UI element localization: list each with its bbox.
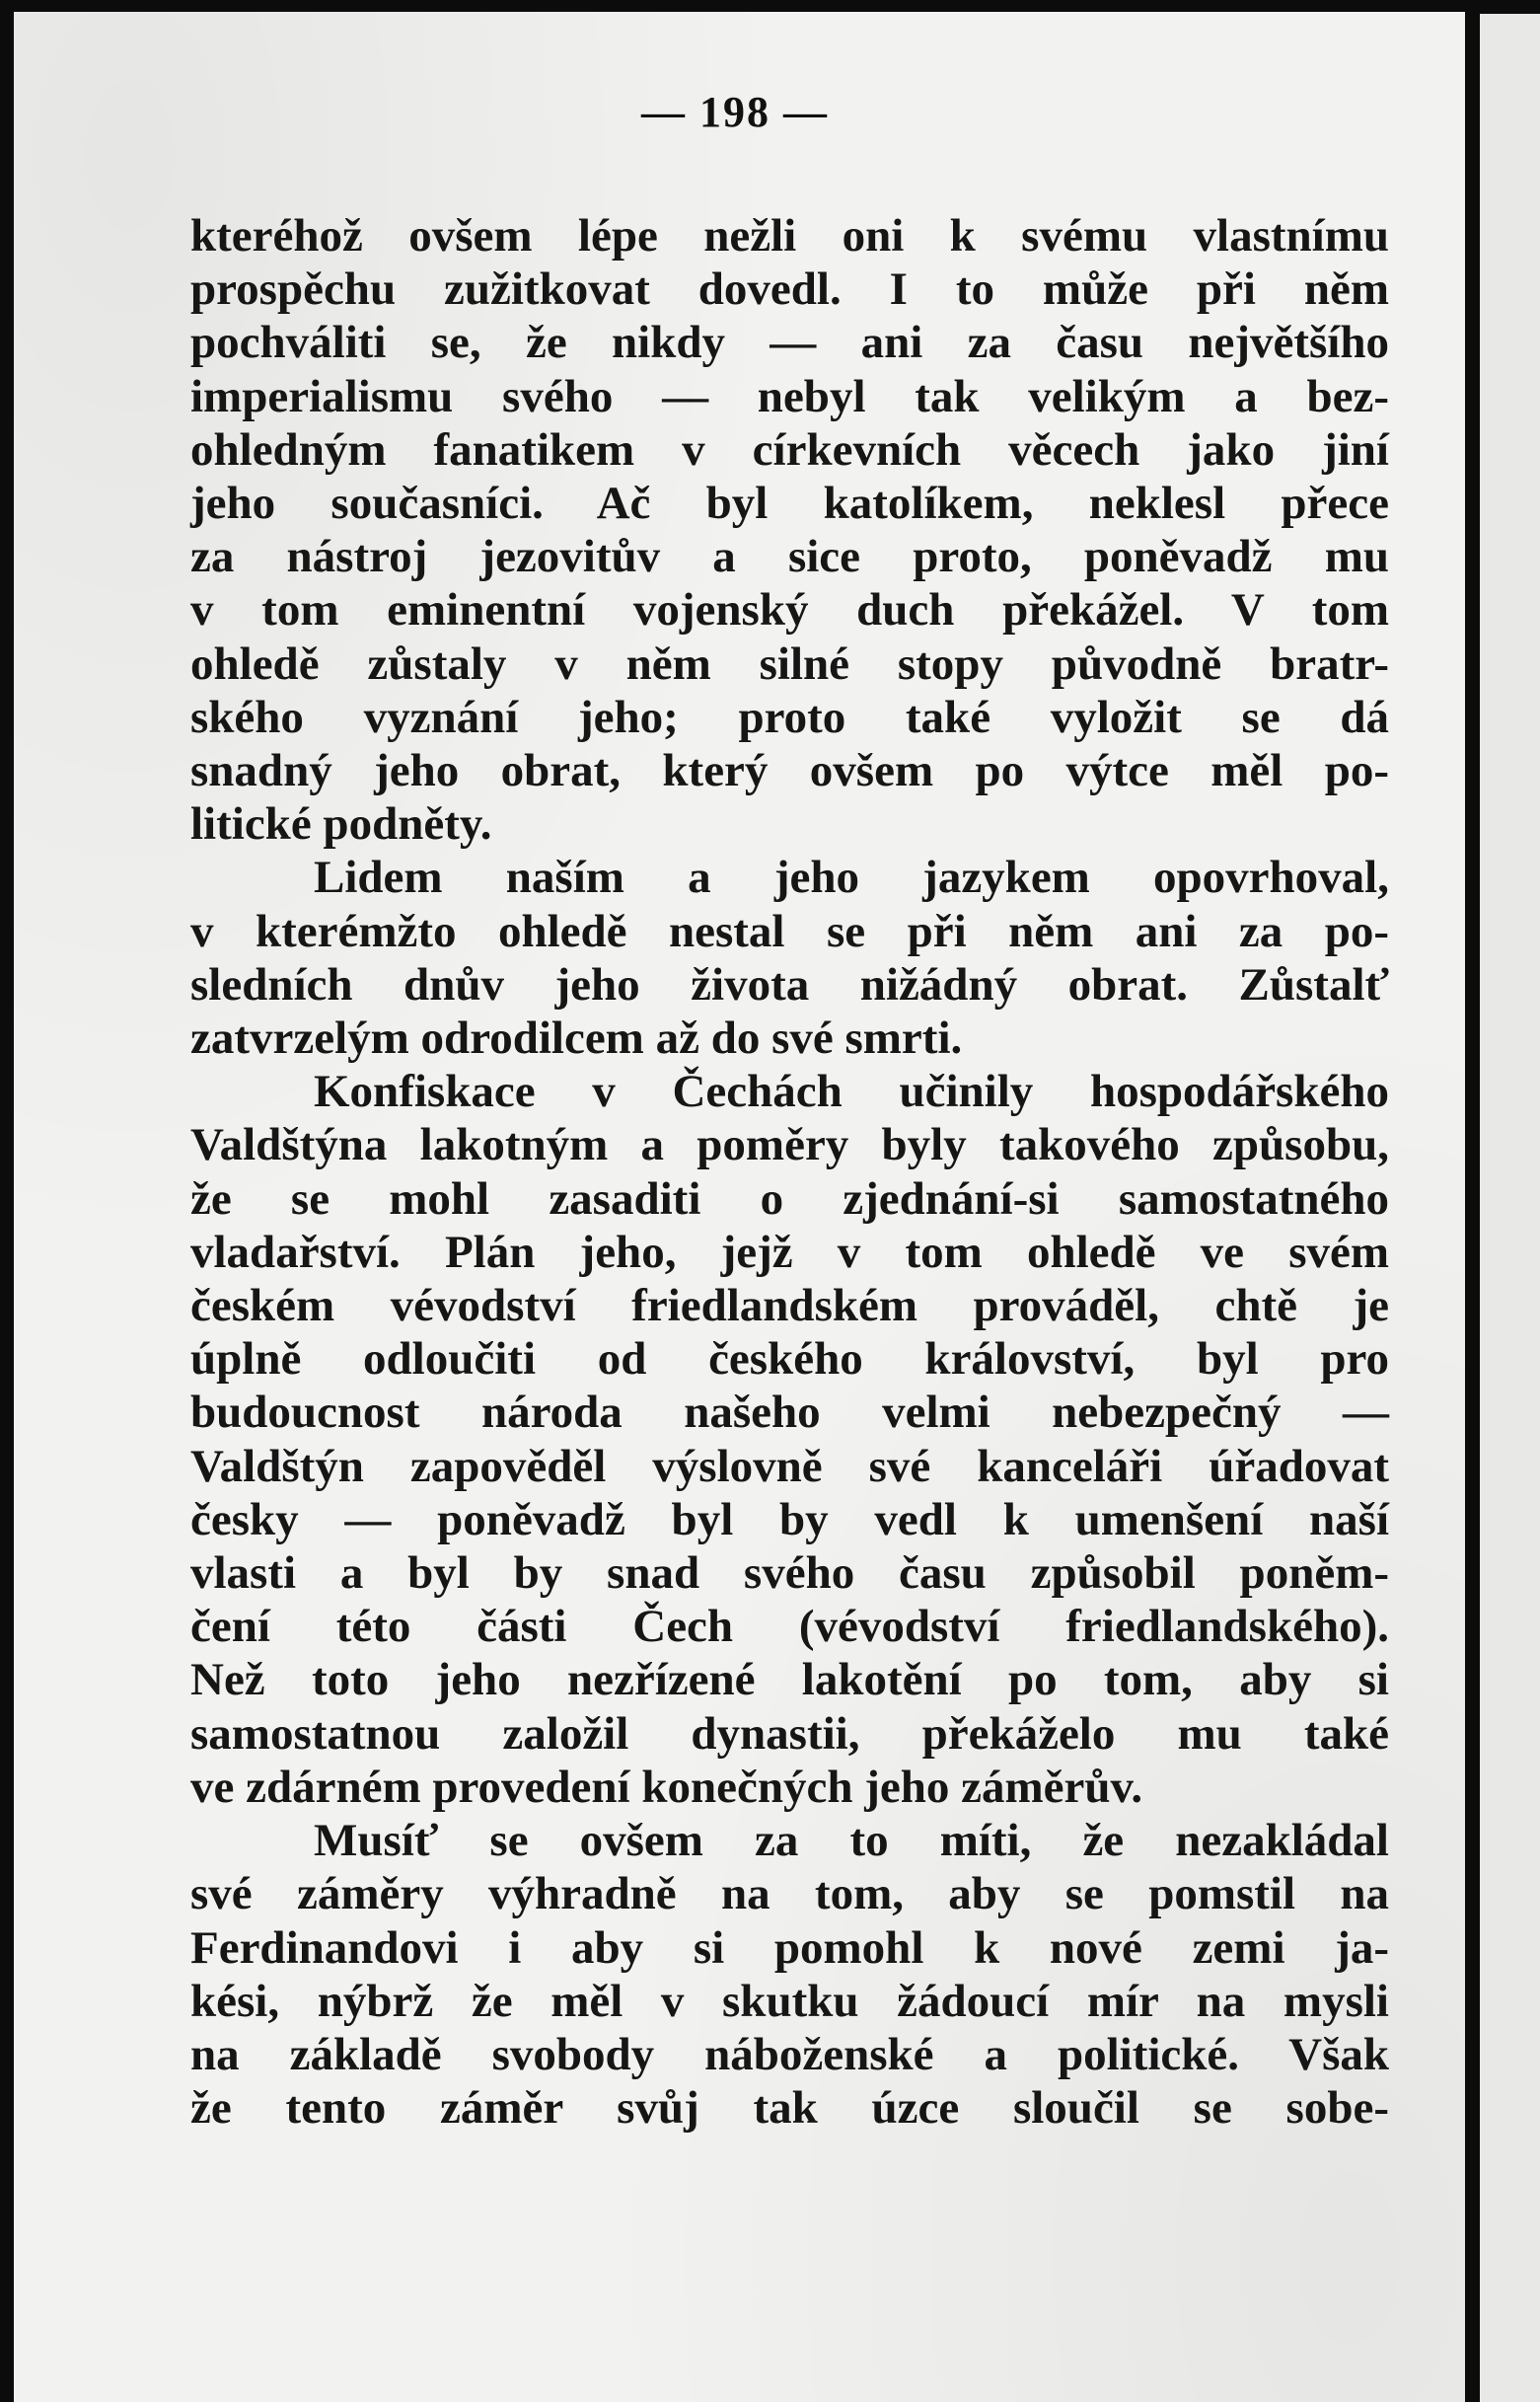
text-line: čení této části Čech (vévodství friedlandského). xyxy=(190,1601,1389,1653)
text-line: úplně odloučiti od českého království, byl pro xyxy=(190,1333,1389,1386)
text-line: samostatnou založil dynastii, překáželo mu také xyxy=(190,1707,1389,1760)
paragraph-start-line: Konfiskace v Čechách učinily hospodářského xyxy=(314,1066,1389,1118)
text-line: česky — poněvadž byl by vedl k umenšení naší xyxy=(190,1493,1389,1545)
text-line: ohledě zůstaly v něm silné stopy původně bratr- xyxy=(190,638,1389,690)
text-line: vladařství. Plán jeho, jejž v tom ohledě ve svém xyxy=(190,1226,1389,1278)
text-line: sledních dnův jeho života nižádný obrat. Zůstalť xyxy=(190,958,1389,1011)
body-text xyxy=(190,209,1389,2135)
text-line: Valdštýna lakotným a poměry byly takového způsobu, xyxy=(190,1119,1389,1171)
text-line: ského vyznání jeho; proto také vyložit se dá xyxy=(190,691,1389,743)
paragraph-start-line: Musíť se ovšem za to míti, že nezakládal xyxy=(314,1815,1389,1867)
text-line: že tento záměr svůj tak úzce sloučil se sobe- xyxy=(190,2082,1389,2135)
text-line: budoucnost národa našeho velmi nebezpečný — xyxy=(190,1387,1389,1439)
text-line: na základě svobody náboženské a politické. Však xyxy=(190,2028,1389,2080)
page-number: — 198 — xyxy=(641,88,829,136)
text-line: v kterémžto ohledě nestal se při něm ani za po- xyxy=(190,905,1389,957)
text-line: ohledným fanatikem v církevních věcech jako jiní xyxy=(190,423,1389,476)
paragraph-end-line: zatvrzelým odrodilcem až do své smrti. xyxy=(190,1013,963,1065)
text-line: českém vévodství friedlandském prováděl, chtě je xyxy=(190,1280,1389,1332)
text-line: kteréhož ovšem lépe nežli oni k svému vlastnímu xyxy=(190,210,1389,262)
text-line: za nástroj jezovitův a sice proto, poněvadž mu xyxy=(190,531,1389,583)
text-line: imperialismu svého — nebyl tak velikým a bez- xyxy=(190,370,1389,422)
text-line: prospěchu zužitkovat dovedl. I to může při něm xyxy=(190,263,1389,316)
paragraph-end-line: ve zdárném provedení konečných jeho záměrův. xyxy=(190,1761,1143,1813)
text-line: že se mohl zasaditi o zjednání-si samostatného xyxy=(190,1172,1389,1225)
paragraph-end-line: litické podněty. xyxy=(190,798,492,851)
text-line: pochváliti se, že nikdy — ani za času největšího xyxy=(190,317,1389,369)
text-line: Než toto jeho nezřízené lakotění po tom, aby si xyxy=(190,1654,1389,1706)
text-line: vlasti a byl by snad svého času způsobil poněm- xyxy=(190,1547,1389,1600)
paragraph-start-line: Lidem naším a jeho jazykem opovrhoval, xyxy=(314,852,1389,904)
text-line: v tom eminentní vojenský duch překážel. V tom xyxy=(190,584,1389,637)
text-line: své záměry výhradně na tom, aby se pomstil na xyxy=(190,1868,1389,1920)
text-line: snadný jeho obrat, který ovšem po výtce měl po- xyxy=(190,745,1389,797)
text-line: kési, nýbrž že měl v skutku žádoucí mír na mysli xyxy=(190,1975,1389,2027)
text-line: jeho současníci. Ač byl katolíkem, neklesl přece xyxy=(190,478,1389,530)
text-line: Valdštýn zapověděl výslovně své kanceláři úřadovat xyxy=(190,1440,1389,1492)
text-line: Ferdinandovi i aby si pomohl k nové zemi ja- xyxy=(190,1921,1389,1974)
adjacent-page-edge xyxy=(1480,14,1540,2402)
